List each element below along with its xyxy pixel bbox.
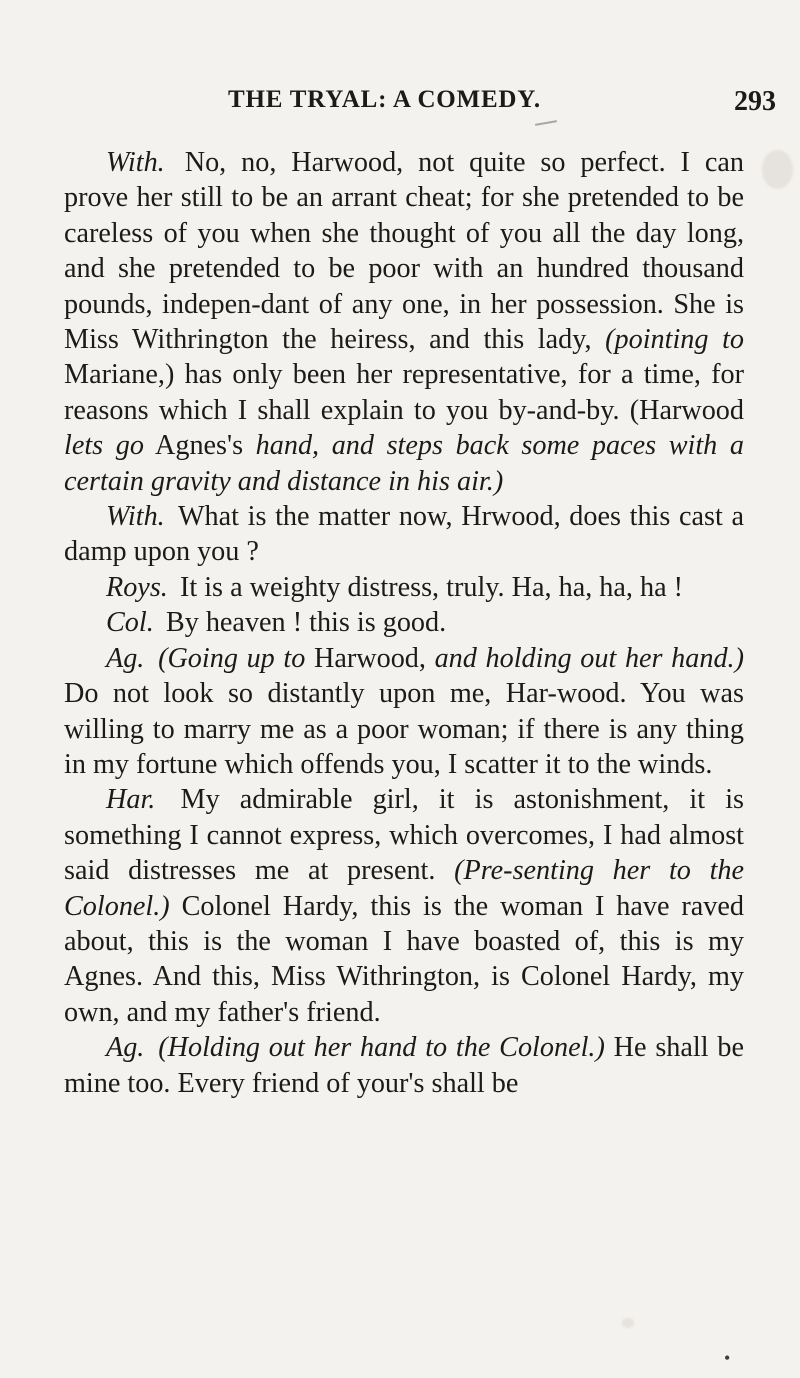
stage-direction: lets go (64, 430, 144, 462)
dialogue-text: Mariane,) has only been her representative, for a time, for reasons which I shall explain to you by-and-by. (Harwood (64, 359, 744, 426)
stage-direction: (Pre-senting her to the Colonel.) (64, 855, 744, 922)
speaker-name: With. (106, 147, 165, 178)
dialogue-text: Agnes's (143, 430, 256, 462)
paragraph (64, 641, 744, 783)
paragraph (64, 782, 744, 1030)
stage-direction: (pointing to (605, 324, 745, 356)
dialogue-text: Colonel Hardy, this is the woman I have raved about, this is the woman I have boasted of, this is my Agnes. And this, Miss Withrington, is Colonel Hardy, my own, and my father's friend. (64, 890, 744, 1028)
paper-speck (622, 1318, 634, 1328)
dialogue-text: No, no, Harwood, not quite so perfect. I can prove her still to be an arrant cheat; for she pretended to be careless of you when she thought of you all the day long, and she pretended to be poor with an hundred thousand pounds, indepen-dant of any one, in her possession. She is Miss Withrington the heiress, and this lady, (64, 147, 744, 356)
dialogue-text: By heaven ! this is good. (158, 607, 447, 639)
dialogue-text: My admirable girl, it is astonishment, it is something I cannot express, which overcomes, I had almost said distresses me at present. (64, 784, 744, 887)
paragraph (64, 499, 744, 570)
paragraph (64, 605, 744, 640)
stage-direction: (Holding out her hand to the Colonel.) (149, 1032, 605, 1064)
paper-smudge (762, 150, 793, 189)
stage-direction: and holding out her hand.) (434, 642, 744, 674)
running-head: THE TRYAL: A COMEDY. (228, 86, 541, 113)
speaker-name: Ag. (106, 642, 145, 674)
stage-direction: (Going up to (149, 642, 306, 674)
speaker-name: Ag. (106, 1032, 145, 1064)
dialogue-text: He shall be mine too. Every friend of your's shall be (64, 1032, 744, 1099)
footer-mark: • (724, 1348, 731, 1368)
paragraph (64, 1030, 744, 1101)
dialogue-text: It is a weighty distress, truly. Ha, ha, ha, ha ! (172, 571, 684, 603)
decorative-mark (535, 120, 557, 126)
stage-direction: hand, and steps back some paces with a certain gravity and distance in his air.) (64, 430, 744, 497)
body-text (64, 145, 744, 1101)
speaker-name: Roys. (106, 571, 168, 603)
dialogue-text: Do not look so distantly upon me, Har-wood. You was willing to marry me as a poor woman; if there is any thing in my fortune which offends you, I scatter it to the winds. (64, 678, 744, 780)
paragraph (64, 145, 744, 499)
dialogue-text: Harwood, (305, 642, 435, 674)
speaker-name: Col. (106, 607, 154, 639)
page-number: 293 (734, 86, 776, 117)
paragraph (64, 570, 744, 605)
dialogue-text: What is the matter now, Hrwood, does this cast a damp upon you ? (64, 501, 744, 568)
speaker-name: Har. (106, 784, 156, 816)
speaker-name: With. (106, 501, 165, 533)
